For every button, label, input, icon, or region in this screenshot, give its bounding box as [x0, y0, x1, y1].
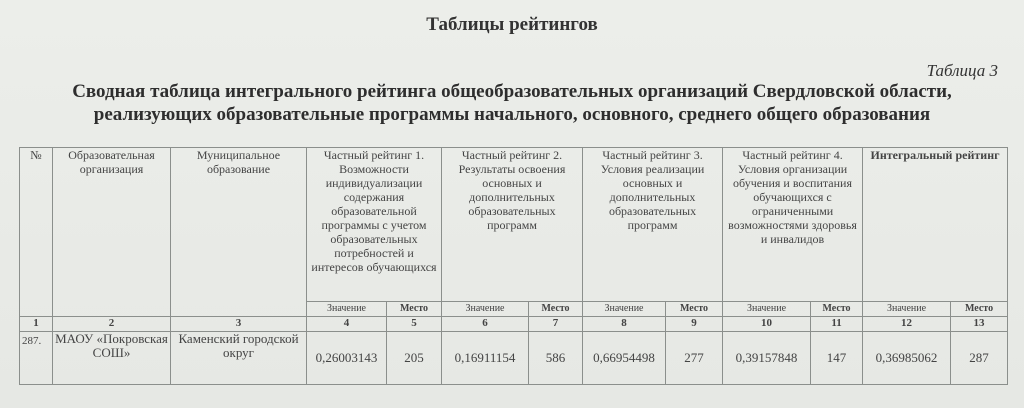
subheader-place: Место	[666, 302, 723, 317]
rating-1-value: 0,26003143	[307, 332, 387, 385]
subheader-value: Значение	[442, 302, 529, 317]
subheader-place: Место	[387, 302, 442, 317]
section-title: Таблицы рейтингов	[426, 14, 598, 35]
rating-2-place: 586	[529, 332, 583, 385]
column-number: 4	[307, 317, 387, 332]
subheader-value: Значение	[863, 302, 951, 317]
header-num: №	[20, 148, 53, 317]
column-number: 10	[723, 317, 811, 332]
header-row	[20, 148, 1008, 302]
column-number: 5	[387, 317, 442, 332]
column-number: 3	[171, 317, 307, 332]
column-number: 9	[666, 317, 723, 332]
header-rating-4: Частный рейтинг 4. Условия организации обучения и воспитания обучающихся с ограниченными возможностями здоровья и инвалидов	[723, 148, 863, 302]
subheader-value: Значение	[583, 302, 666, 317]
header-integral-rating: Интегральный рейтинг	[863, 148, 1008, 302]
column-number: 7	[529, 317, 583, 332]
column-number: 1	[20, 317, 53, 332]
column-number-row	[20, 317, 1008, 332]
column-number: 2	[53, 317, 171, 332]
column-number: 13	[951, 317, 1008, 332]
subheader-place: Место	[811, 302, 863, 317]
subheader-place: Место	[951, 302, 1008, 317]
column-number: 12	[863, 317, 951, 332]
row-number: 287.	[20, 332, 53, 385]
header-rating-2: Частный рейтинг 2. Результаты освоения основных и дополнительных образовательных программ	[442, 148, 583, 302]
subheader-value: Значение	[307, 302, 387, 317]
integral-place: 287	[951, 332, 1008, 385]
header-rating-1: Частный рейтинг 1. Возможности индивидуализации содержания образовательной программы с учетом образовательных потребностей и интересов обучающихся	[307, 148, 442, 302]
rating-table	[19, 147, 1008, 385]
rating-4-value: 0,39157848	[723, 332, 811, 385]
rating-1-place: 205	[387, 332, 442, 385]
table-title	[30, 80, 994, 126]
column-number: 8	[583, 317, 666, 332]
table-label: Таблица 3	[926, 61, 998, 80]
column-number: 6	[442, 317, 529, 332]
column-number: 11	[811, 317, 863, 332]
table-title-line-1: Сводная таблица интегрального рейтинга общеобразовательных организаций Свердловской области,	[72, 81, 952, 102]
header-rating-3: Частный рейтинг 3. Условия реализации основных и дополнительных образовательных программ	[583, 148, 723, 302]
subheader-value: Значение	[723, 302, 811, 317]
table-title-line-2: реализующих образовательные программы начального, основного, среднего общего образования	[93, 104, 931, 125]
header-municipality: Муниципальное образование	[171, 148, 307, 317]
organization-name: МАОУ «Покровская СОШ»	[53, 332, 171, 385]
rating-3-place: 277	[666, 332, 723, 385]
rating-3-value: 0,66954498	[583, 332, 666, 385]
rating-4-place: 147	[811, 332, 863, 385]
subheader-place: Место	[529, 302, 583, 317]
table-row	[20, 332, 1008, 385]
integral-value: 0,36985062	[863, 332, 951, 385]
municipality-name: Каменский городской округ	[171, 332, 307, 385]
rating-2-value: 0,16911154	[442, 332, 529, 385]
header-organization: Образовательная организация	[53, 148, 171, 317]
